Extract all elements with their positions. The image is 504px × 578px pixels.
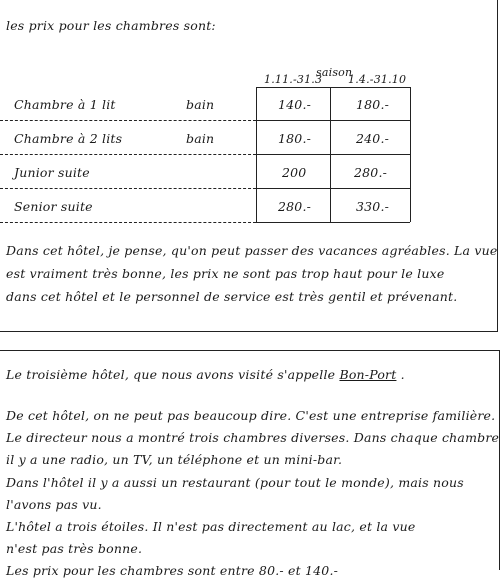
lower-page: [0, 350, 500, 578]
price-high: 240.-: [356, 131, 390, 146]
text-line: L'hôtel a trois étoiles. Il n'est pas directement au lac, et la vue: [6, 519, 416, 534]
price-low: 180.-: [278, 131, 312, 146]
text-line: il y a une radio, un TV, un téléphone et un mini-bar.: [6, 452, 343, 467]
room-name: Senior suite: [14, 199, 93, 214]
season-label: saison: [316, 66, 353, 79]
hotel-name: Bon-Port: [339, 367, 397, 382]
paragraph-line: Dans cet hôtel, je pense, qu'on peut passer des vacances agréables. La vue: [6, 243, 498, 258]
row-separator: [256, 120, 410, 121]
price-low: 140.-: [278, 97, 312, 112]
intro-line: Le troisième hôtel, que nous avons visité s'appelle Bon-Port .: [6, 367, 405, 382]
table-top-line: [256, 87, 410, 88]
paragraph-line: dans cet hôtel et le personnel de service est très gentil et prévenant.: [6, 289, 458, 304]
text-line: n'est pas très bonne.: [6, 541, 143, 556]
text-line: Dans l'hôtel il y a aussi un restaurant (pour tout le monde), mais nous: [6, 475, 464, 490]
price-high: 280.-: [354, 165, 388, 180]
text-line: Le directeur nous a montré trois chambres diverses. Dans chaque chambre: [6, 430, 500, 445]
price-high: 330.-: [356, 199, 390, 214]
room-type: bain: [186, 97, 215, 112]
row-separator: [0, 120, 256, 121]
text-line: l'avons pas vu.: [6, 497, 102, 512]
room-name: Chambre à 1 lit: [14, 97, 116, 112]
intro-text: Le troisième hôtel, que nous avons visité s'appelle: [6, 367, 336, 382]
text-line: De cet hôtel, on ne peut pas beaucoup dire. C'est une entreprise familière.: [6, 408, 496, 423]
row-separator: [256, 154, 410, 155]
row-separator: [0, 188, 256, 189]
price-heading: les prix pour les chambres sont:: [6, 18, 216, 33]
row-separator: [0, 154, 256, 155]
paragraph-line: est vraiment très bonne, les prix ne sont pas trop haut pour le luxe: [6, 266, 445, 281]
season-high-header: 1.4.-31.10: [348, 73, 407, 86]
price-high: 180.-: [356, 97, 390, 112]
row-separator: [0, 222, 256, 223]
room-name: Junior suite: [14, 165, 90, 180]
row-separator: [256, 188, 410, 189]
table-right-line: [410, 87, 411, 222]
row-separator: [256, 222, 410, 223]
room-type: bain: [186, 131, 215, 146]
room-name: Chambre à 2 lits: [14, 131, 123, 146]
price-low: 200: [282, 165, 307, 180]
text-line: Les prix pour les chambres sont entre 80.- et 140.-: [6, 563, 339, 578]
price-low: 280.-: [278, 199, 312, 214]
season-low-header: 1.11.-31.3: [264, 73, 323, 86]
